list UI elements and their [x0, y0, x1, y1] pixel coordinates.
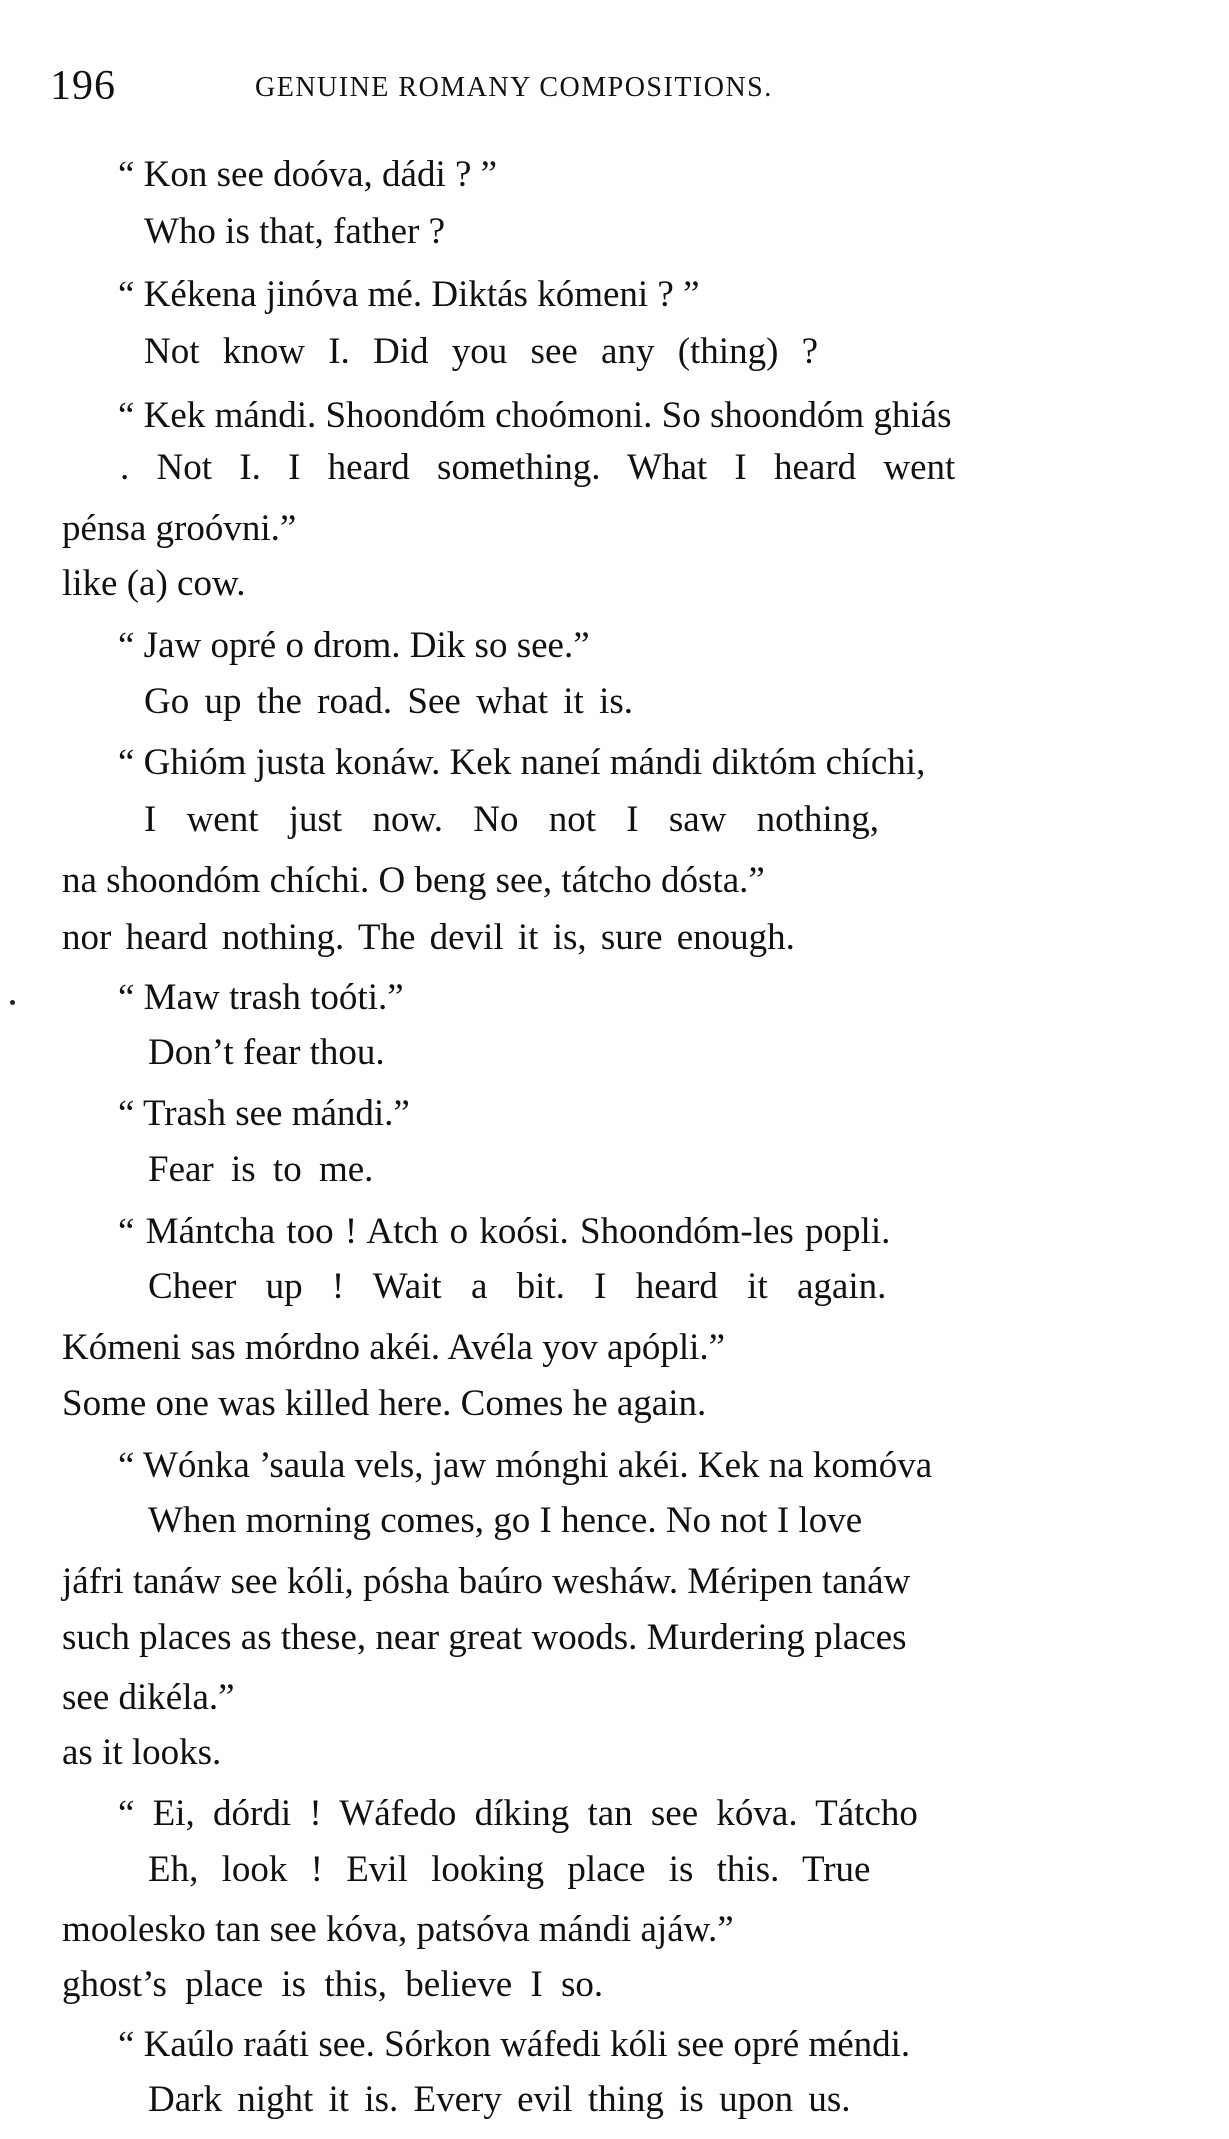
text-line: Some one was killed here. Comes he again.	[62, 1383, 707, 1424]
text-line: moolesko tan see kóva, patsóva mándi ajáw.”	[62, 1909, 734, 1950]
text-line: nor heard nothing. The devil it is, sure enough.	[62, 917, 795, 958]
text-line: Who is that, father ?	[144, 211, 446, 252]
text-line: “ Maw trash toóti.”	[118, 977, 404, 1018]
text-line: Dark night it is. Every evil thing is upon us.	[148, 2079, 851, 2120]
text-line: “ Trash see mándi.”	[118, 1093, 410, 1134]
text-line: Eh, look ! Evil looking place is this. True	[148, 1849, 871, 1890]
text-line: . Not I. I heard something. What I heard went	[120, 447, 956, 488]
text-line: “ Kon see doóva, dádi ? ”	[118, 154, 498, 195]
text-line: I went just now. No not I saw nothing,	[144, 799, 879, 840]
page-header	[50, 62, 1170, 112]
text-line: as it looks.	[62, 1732, 222, 1773]
text-line: Fear is to me.	[148, 1149, 374, 1190]
text-line: Cheer up ! Wait a bit. I heard it again.	[148, 1266, 887, 1307]
text-line: na shoondóm chíchi. O beng see, tátcho dósta.”	[62, 860, 765, 901]
text-line: ghost’s place is this, believe I so.	[62, 1964, 604, 2005]
text-line: such places as these, near great woods. Murdering places	[62, 1617, 907, 1658]
text-line: When morning comes, go I hence. No not I love	[148, 1500, 863, 1541]
text-line: “ Ei, dórdi ! Wáfedo díking tan see kóva. Tátcho	[118, 1793, 918, 1834]
text-line: jáfri tanáw see kóli, pósha baúro wesháw. Méripen tanáw	[62, 1561, 911, 1602]
text-line: see dikéla.”	[62, 1677, 235, 1718]
text-line: “ Ghióm justa konáw. Kek naneí mándi diktóm chíchi,	[118, 742, 926, 783]
text-line: “ Kaúlo raáti see. Sórkon wáfedi kóli see opré méndi.	[118, 2024, 911, 2065]
text-line: Kómeni sas mórdno akéi. Avéla yov apópli.”	[62, 1327, 726, 1368]
text-line: “ Jaw opré o drom. Dik so see.”	[118, 625, 590, 666]
text-line: Not know I. Did you see any (thing) ?	[144, 331, 819, 372]
ink-speck	[10, 1000, 15, 1005]
running-title: GENUINE ROMANY COMPOSITIONS.	[255, 72, 773, 103]
page-number: 196	[50, 63, 116, 109]
text-line: “ Mántcha too ! Atch o koósi. Shoondóm-les popli.	[118, 1211, 891, 1252]
text-line: “ Kékena jinóva mé. Diktás kómeni ? ”	[118, 274, 700, 315]
text-line: “ Wónka ’saula vels, jaw mónghi akéi. Kek na komóva	[118, 1445, 933, 1486]
text-line: pénsa groóvni.”	[62, 508, 297, 549]
text-line: “ Kek mándi. Shoondóm choómoni. So shoondóm ghiás	[118, 395, 952, 436]
text-line: Go up the road. See what it is.	[144, 681, 633, 722]
text-line: like (a) cow.	[62, 563, 246, 604]
text-line: Don’t fear thou.	[148, 1032, 385, 1073]
